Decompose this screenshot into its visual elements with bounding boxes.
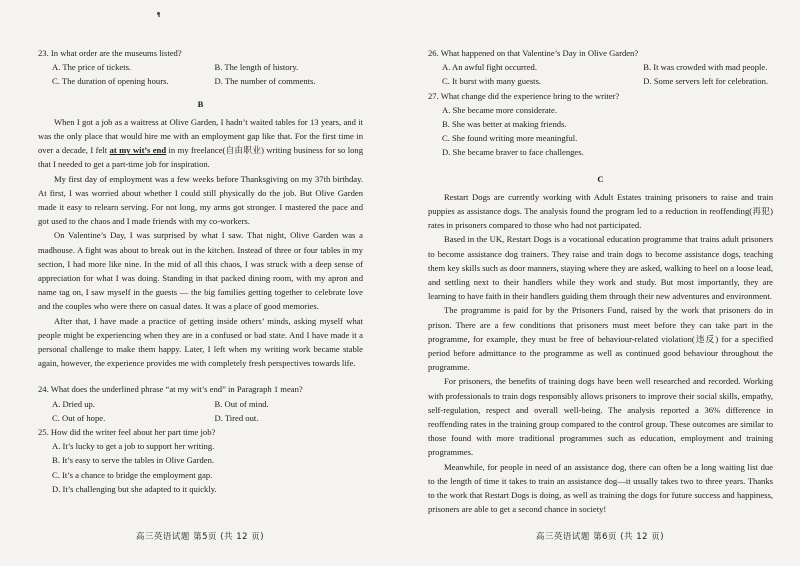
- option-d: D. Tired out.: [214, 412, 259, 423]
- passage-b-paragraph-2: My first day of employment was a few weeks before Thanksgiving on my 37th birthday. At first, I was worried about whether I could still physically do the job. But Olive Garden made it easy to relearn serving. For not long, my arms got stronger. I mastered the pace and got used to the chaos and I made friends with my co-workers.: [38, 173, 363, 227]
- option-d: D. She became braver to face challenges.: [442, 147, 584, 158]
- option-b: B. The length of history.: [214, 62, 299, 73]
- spacer: [38, 370, 363, 382]
- left-column: [38, 46, 363, 496]
- question-26: [428, 46, 773, 89]
- question-stem: 26. What happened on that Valentine’s Day in Olive Garden?: [428, 48, 639, 58]
- text-run: When I got a job as a waitress at Olive Garden, I hadn’t waited tables for 13 years, and it was the only place that would hire me with an employment gap like that. For the first time in over a decade, I felt: [38, 116, 363, 156]
- option-c: C. It burst with many guests.: [442, 76, 542, 87]
- option-b: B. Out of mind.: [214, 398, 269, 409]
- options: [38, 397, 363, 425]
- option-d: D. It’s challenging but she adapted to it quickly.: [52, 483, 217, 494]
- section-title-b: B: [197, 98, 204, 109]
- text-run: in my freelance(自由职业) writing business for so long that I needed to get a part-time job for inspiration.: [38, 145, 364, 170]
- passage-c-paragraph-5: Meanwhile, for people in need of an assistance dog, there can often be a long waiting list due to the length of time it takes to train an assistance dog—it usually takes two to three years. Thanks to the work that Restart Dogs is doing, as well as training the dogs for future success and happiness, prisoners are able to get a second chance in society!: [428, 461, 773, 515]
- passage-c-paragraph-2: Based in the UK, Restart Dogs is a vocational education programme that trains adult prisoners to become assistance dog trainers. They raise and train dogs to become assistance dogs, teaching them key skills such as door manners, staying where they are asked, walking to heel on a loose lead, and settling next to their handlers while they work and study. But most importantly, they are learning to have faith in their handlers guiding them through their new adventures and environment.: [428, 234, 773, 302]
- option-a: A. The price of tickets.: [52, 62, 132, 73]
- question-25: [38, 425, 363, 496]
- passage-c-paragraph-4: For prisoners, the benefits of training dogs have been well researched and recorded. Working with professionals to train dogs responsibly allows prisoners to improve their social skills, empathy, self-regulation, respect and overall well-being. The analysis reported a 36% difference in reoffending rates in the training group compared to the control group. These outcomes are similar to those found with more traditional programmes such as education, employment and training programmes.: [428, 376, 773, 458]
- question-stem: 27. What change did the experience bring to the writer?: [428, 90, 620, 101]
- option-a: A. Dried up.: [52, 398, 95, 409]
- passage-b-paragraph-4: After that, I have made a practice of getting inside others’ minds, asking myself what people might be experiencing when they are in a confused or bad state. And I have made it a personal challenge to make them happy. Later, I left when my writing work became stable again, however, the experience provides me with completely fresh perspectives towards life.: [38, 315, 363, 369]
- option-b: B. It was crowded with mad people.: [643, 62, 768, 73]
- question-stem: 25. How did the writer feel about her part time job?: [38, 427, 216, 438]
- option-a: A. It’s lucky to get a job to support her writing.: [52, 441, 215, 452]
- right-page: [400, 0, 800, 566]
- option-d: D. Some servers left for celebration.: [643, 76, 769, 87]
- page-footer: 高三英语试题 第6页 (共 12 页): [535, 532, 665, 542]
- passage-b-paragraph-1: [38, 115, 363, 172]
- passage-c-paragraph-1: Restart Dogs are currently working with Adult Estates training prisoners to raise and train puppies as assistance dogs. The analysis found the program led to a reduction in reoffending(再犯) rates in prisoners compared to those who had not participated.: [428, 191, 773, 231]
- question-stem: 23. In what order are the museums listed?: [38, 48, 182, 58]
- right-column: [428, 46, 773, 517]
- passage-b-paragraph-3: On Valentine’s Day, I was surprised by what I saw. That night, Olive Garden was a madhouse. A fight was about to break out in the kitchen. Instead of three or four tables in my section, I had more like nine. In the mid of all this chaos, I was struck with a deep sense of appreciation for what I was doing. Standing in that packed dining room, with my apron and name tag on, I saw myself in the guests — the big families getting together to celebrate love and the couples who were there on casual dates. It was a place of good memories.: [38, 230, 363, 312]
- option-b: B. It’s easy to serve the tables in Olive Garden.: [52, 455, 215, 466]
- question-24: [38, 382, 363, 425]
- option-c: C. Out of hope.: [52, 412, 106, 423]
- page-footer: 高三英语试题 第5页 (共 12 页): [135, 532, 265, 542]
- option-d: D. The number of comments.: [214, 76, 316, 87]
- options: [428, 60, 773, 88]
- option-c: C. It’s a chance to bridge the employment gap.: [52, 469, 213, 480]
- options: [38, 60, 363, 88]
- question-stem: 24. What does the underlined phrase “at my wit’s end” in Paragraph 1 mean?: [38, 384, 303, 395]
- question-23: [38, 46, 363, 89]
- question-27: [428, 89, 773, 160]
- section-title-c: C: [597, 173, 604, 184]
- option-a: A. An awful fight occurred.: [442, 62, 537, 73]
- option-c: C. She found writing more meaningful.: [442, 133, 578, 144]
- option-a: A. She became more considerate.: [442, 104, 558, 115]
- passage-c-paragraph-3: The programme is paid for by the Prisoners Fund, raised by the work that prisoners do in prison. There are a few conditions that prisoners must meet before they can take part in the programme, for example, they must be free of behaviour-related violation(违反) for a specified period before admittance to the programme as well as continued good behaviour throughout the programme.: [428, 305, 773, 373]
- underlined-phrase: at my wit’s end: [109, 145, 167, 156]
- option-c: C. The duration of opening hours.: [52, 76, 169, 87]
- option-b: B. She was better at making friends.: [442, 119, 567, 130]
